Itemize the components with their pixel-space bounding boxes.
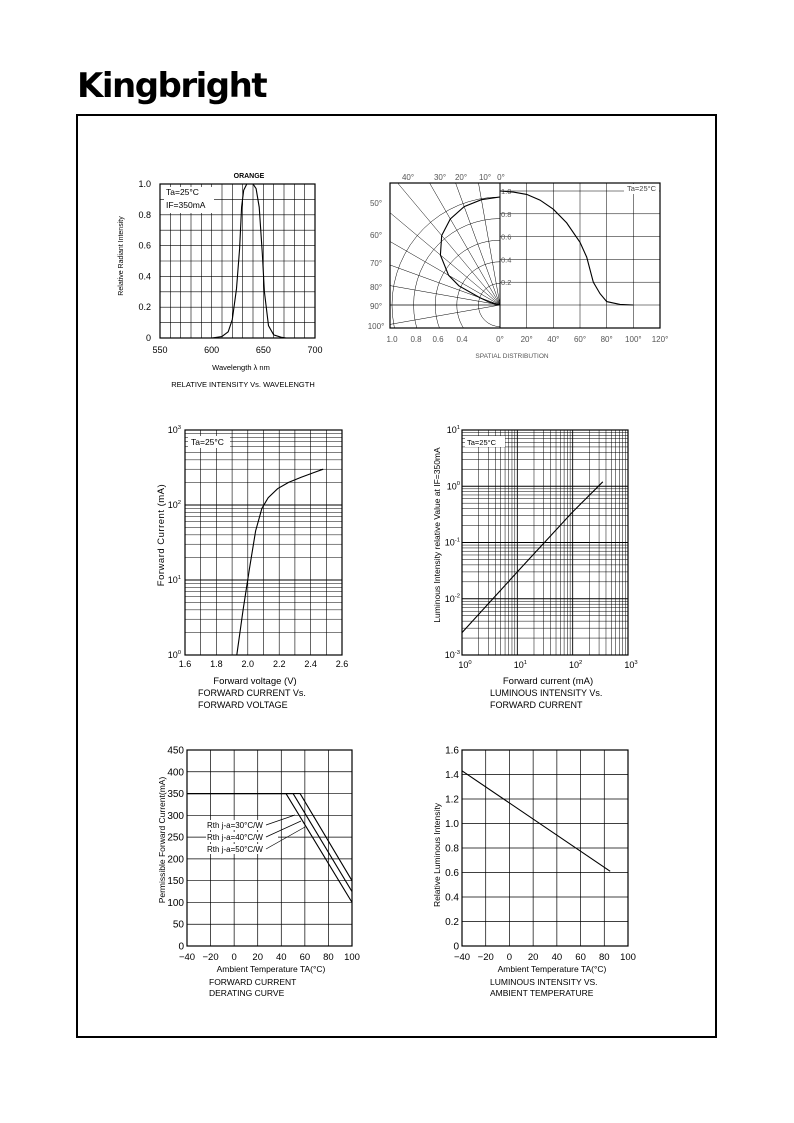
x-axis-label: Forward voltage (V)	[213, 676, 297, 687]
legend-entry: Rth j-a=30°C/W	[207, 821, 263, 830]
x-tick-label: $10^1$	[513, 659, 527, 670]
y-axis-label: Forward Current (mA)	[156, 483, 167, 587]
chart-caption: LUMINOUS INTENSITY Vs.	[490, 688, 603, 698]
y-tick-label: 0.8	[445, 843, 459, 855]
chart-caption: LUMINOUS INTENSITY VS.	[490, 977, 598, 987]
legend-entry: Rth j-a=50°C/W	[207, 845, 263, 854]
y-tick-label: 0.6	[138, 240, 151, 251]
intensity-curve-right	[500, 191, 633, 305]
y-axis-label: Relative Luminous Intensity	[432, 803, 442, 907]
y-tick-label: 400	[167, 767, 184, 779]
y-axis-label: Luminous Intensity relative Value at IF=350mA	[432, 447, 442, 623]
x-axis-label: Ambient Temperature TA(°C)	[216, 964, 326, 974]
chart-caption: FORWARD CURRENT	[209, 977, 297, 987]
x-axis-label: Ambient Temperature TA(°C)	[497, 964, 607, 974]
y-tick-label: 0.4	[138, 271, 151, 282]
intensity-curve-polar	[440, 197, 500, 305]
annotation-temperature: Ta=25°C	[627, 184, 657, 193]
polar-spoke	[397, 182, 500, 305]
x-axis-label: Forward current (mA)	[502, 676, 594, 687]
x-tick-label: 2.0	[241, 659, 255, 669]
chart-caption: DERATING CURVE	[209, 988, 285, 998]
angle-label: 70°	[369, 259, 383, 268]
x-tick-label: −40	[178, 952, 196, 963]
y-tick-label: 250	[167, 832, 184, 844]
temperature-line	[462, 771, 610, 872]
y-tick-label: $10^{-3}$	[444, 649, 460, 660]
polar-spoke	[445, 155, 500, 305]
y-tick-label: 0.4	[445, 892, 459, 904]
x-tick-label: 60	[299, 952, 311, 963]
x-tick-label-left: 0.4	[456, 335, 468, 344]
x-tick-label-left: 0.6	[432, 335, 444, 344]
y-axis-label: Relative Radiant Intensity	[118, 216, 125, 296]
x-tick-label: 100	[344, 952, 360, 963]
y-tick-label: 1.4	[445, 770, 459, 781]
y-tick-label: $10^0$	[167, 649, 181, 660]
polar-grid	[340, 145, 608, 413]
x-tick-label: 0	[231, 952, 237, 963]
chart-caption: FORWARD VOLTAGE	[198, 700, 288, 710]
angle-label: 100°	[367, 322, 385, 331]
y-tick-label: 300	[167, 810, 184, 822]
chart-caption: FORWARD CURRENT	[490, 700, 583, 710]
chart-spatial-distribution	[340, 145, 668, 413]
y-tick-label: 150	[167, 876, 184, 888]
angle-label: 20°	[454, 173, 468, 182]
x-tick-label: 1.8	[210, 659, 223, 669]
x-tick-label: 20	[252, 952, 264, 963]
chart-luminous-intensity-current	[432, 425, 638, 710]
annotation-temperature: Ta=25°C	[467, 438, 497, 447]
x-tick-label: −40	[453, 952, 471, 963]
x-tick-label: 2.2	[272, 659, 286, 669]
y-tick-label: $10^3$	[167, 424, 181, 435]
radial-tick-label: 1.0	[501, 187, 512, 196]
x-tick-label: $10^3$	[624, 659, 638, 670]
y-tick-label: $10^{-1}$	[444, 537, 460, 548]
x-tick-label: 60	[575, 952, 586, 963]
chart-caption: AMBIENT TEMPERATURE	[490, 988, 594, 998]
x-tick-label: 80	[323, 952, 334, 963]
angle-label: 10°	[478, 173, 492, 182]
polar-spoke	[377, 202, 500, 305]
y-tick-label: 0.2	[445, 917, 459, 928]
x-tick-label: 20	[527, 952, 539, 963]
y-tick-label: 0	[178, 941, 184, 953]
angle-label: 30°	[433, 173, 447, 182]
chart-relative-intensity	[118, 173, 323, 389]
y-tick-label: 0.8	[138, 209, 151, 220]
radial-tick-label: 0.8	[501, 209, 512, 219]
x-tick-label-left: 0.8	[410, 335, 422, 344]
x-axis-label: SPATIAL DISTRIBUTION	[475, 353, 549, 360]
chart-derating-curve	[157, 746, 360, 999]
y-tick-label: 100	[167, 897, 184, 909]
y-tick-label: 450	[167, 745, 184, 757]
x-tick-label: 650	[255, 345, 271, 355]
y-tick-label: 200	[167, 854, 184, 866]
x-tick-label: −20	[477, 952, 494, 963]
chart-caption: FORWARD CURRENT Vs.	[198, 688, 306, 698]
radial-tick-label: 0.2	[501, 278, 512, 288]
y-tick-label: 50	[172, 919, 184, 931]
y-tick-label: 1.2	[445, 794, 459, 806]
annotation-temperature: Ta=25°C	[166, 187, 199, 197]
x-axis-label: Wavelength λ nm	[212, 363, 270, 372]
x-tick-label: 100	[620, 952, 636, 963]
angle-label: 60°	[369, 231, 383, 240]
x-tick-label: 600	[204, 345, 220, 355]
chart-luminous-temperature	[432, 746, 636, 999]
x-tick-label: 120°	[651, 335, 669, 344]
y-tick-label: $10^0$	[446, 481, 460, 492]
y-tick-label: $10^2$	[167, 499, 181, 510]
x-tick-label: 40	[551, 952, 563, 963]
x-tick-label: $10^2$	[569, 659, 583, 670]
x-tick-label: 0	[506, 952, 513, 963]
x-tick-label: 2.6	[335, 659, 349, 669]
y-tick-label: 1.6	[445, 745, 459, 757]
kingbright-logo: Kingbright	[77, 66, 267, 106]
x-tick-label: 80	[598, 952, 610, 963]
x-tick-label: 80°	[600, 335, 613, 344]
radial-tick-label: 0.4	[501, 255, 512, 265]
y-axis-label: Permissible Forward Current(mA)	[157, 776, 167, 904]
x-tick-label: 0°	[496, 335, 504, 344]
x-tick-label: 40	[275, 952, 287, 963]
angle-label: 80°	[369, 283, 383, 292]
angle-label: 50°	[369, 199, 383, 208]
angle-label: 90°	[369, 302, 383, 311]
radial-tick-label: 0.6	[501, 232, 512, 242]
x-tick-label: 100°	[625, 335, 642, 344]
derating-line-2	[187, 794, 352, 892]
plot-frame	[390, 183, 660, 328]
y-tick-label: 0.2	[138, 302, 151, 313]
y-tick-label: 0	[453, 941, 459, 953]
y-tick-label: 1.0	[445, 819, 459, 830]
x-tick-label: −20	[202, 952, 219, 963]
y-tick-label: 0.6	[445, 868, 459, 879]
x-tick-label: 550	[152, 345, 168, 355]
annotation-current: IF=350mA	[166, 200, 206, 210]
x-tick-label: $10^0$	[458, 659, 472, 670]
x-tick-label-left: 1.0	[386, 335, 398, 344]
x-tick-label: 700	[307, 345, 323, 355]
chart-forward-current-voltage	[156, 425, 348, 710]
y-tick-label: 350	[167, 789, 184, 801]
chart-caption: RELATIVE INTENSITY Vs. WAVELENGTH	[171, 380, 315, 389]
x-tick-label: 40°	[547, 335, 560, 344]
y-tick-label: $10^{-2}$	[444, 593, 460, 604]
polar-spoke	[342, 305, 500, 333]
legend-entry: Rth j-a=40°C/W	[207, 833, 263, 842]
y-tick-label: 0	[145, 333, 151, 343]
y-tick-label: $10^1$	[446, 424, 460, 435]
chart-title: ORANGE	[233, 173, 265, 180]
angle-label: 0°	[497, 173, 505, 182]
y-tick-label: 1.0	[138, 179, 151, 189]
iv-curve	[237, 469, 323, 655]
y-tick-label: $10^1$	[167, 574, 181, 585]
angle-label: 40°	[401, 173, 415, 182]
x-tick-label: 60°	[573, 335, 587, 344]
annotation-temperature: Ta=25°C	[191, 437, 224, 447]
luminous-curve	[462, 482, 603, 633]
x-tick-label: 20°	[520, 335, 533, 344]
x-tick-label: 2.4	[304, 659, 317, 669]
x-tick-label: 1.6	[178, 659, 192, 669]
